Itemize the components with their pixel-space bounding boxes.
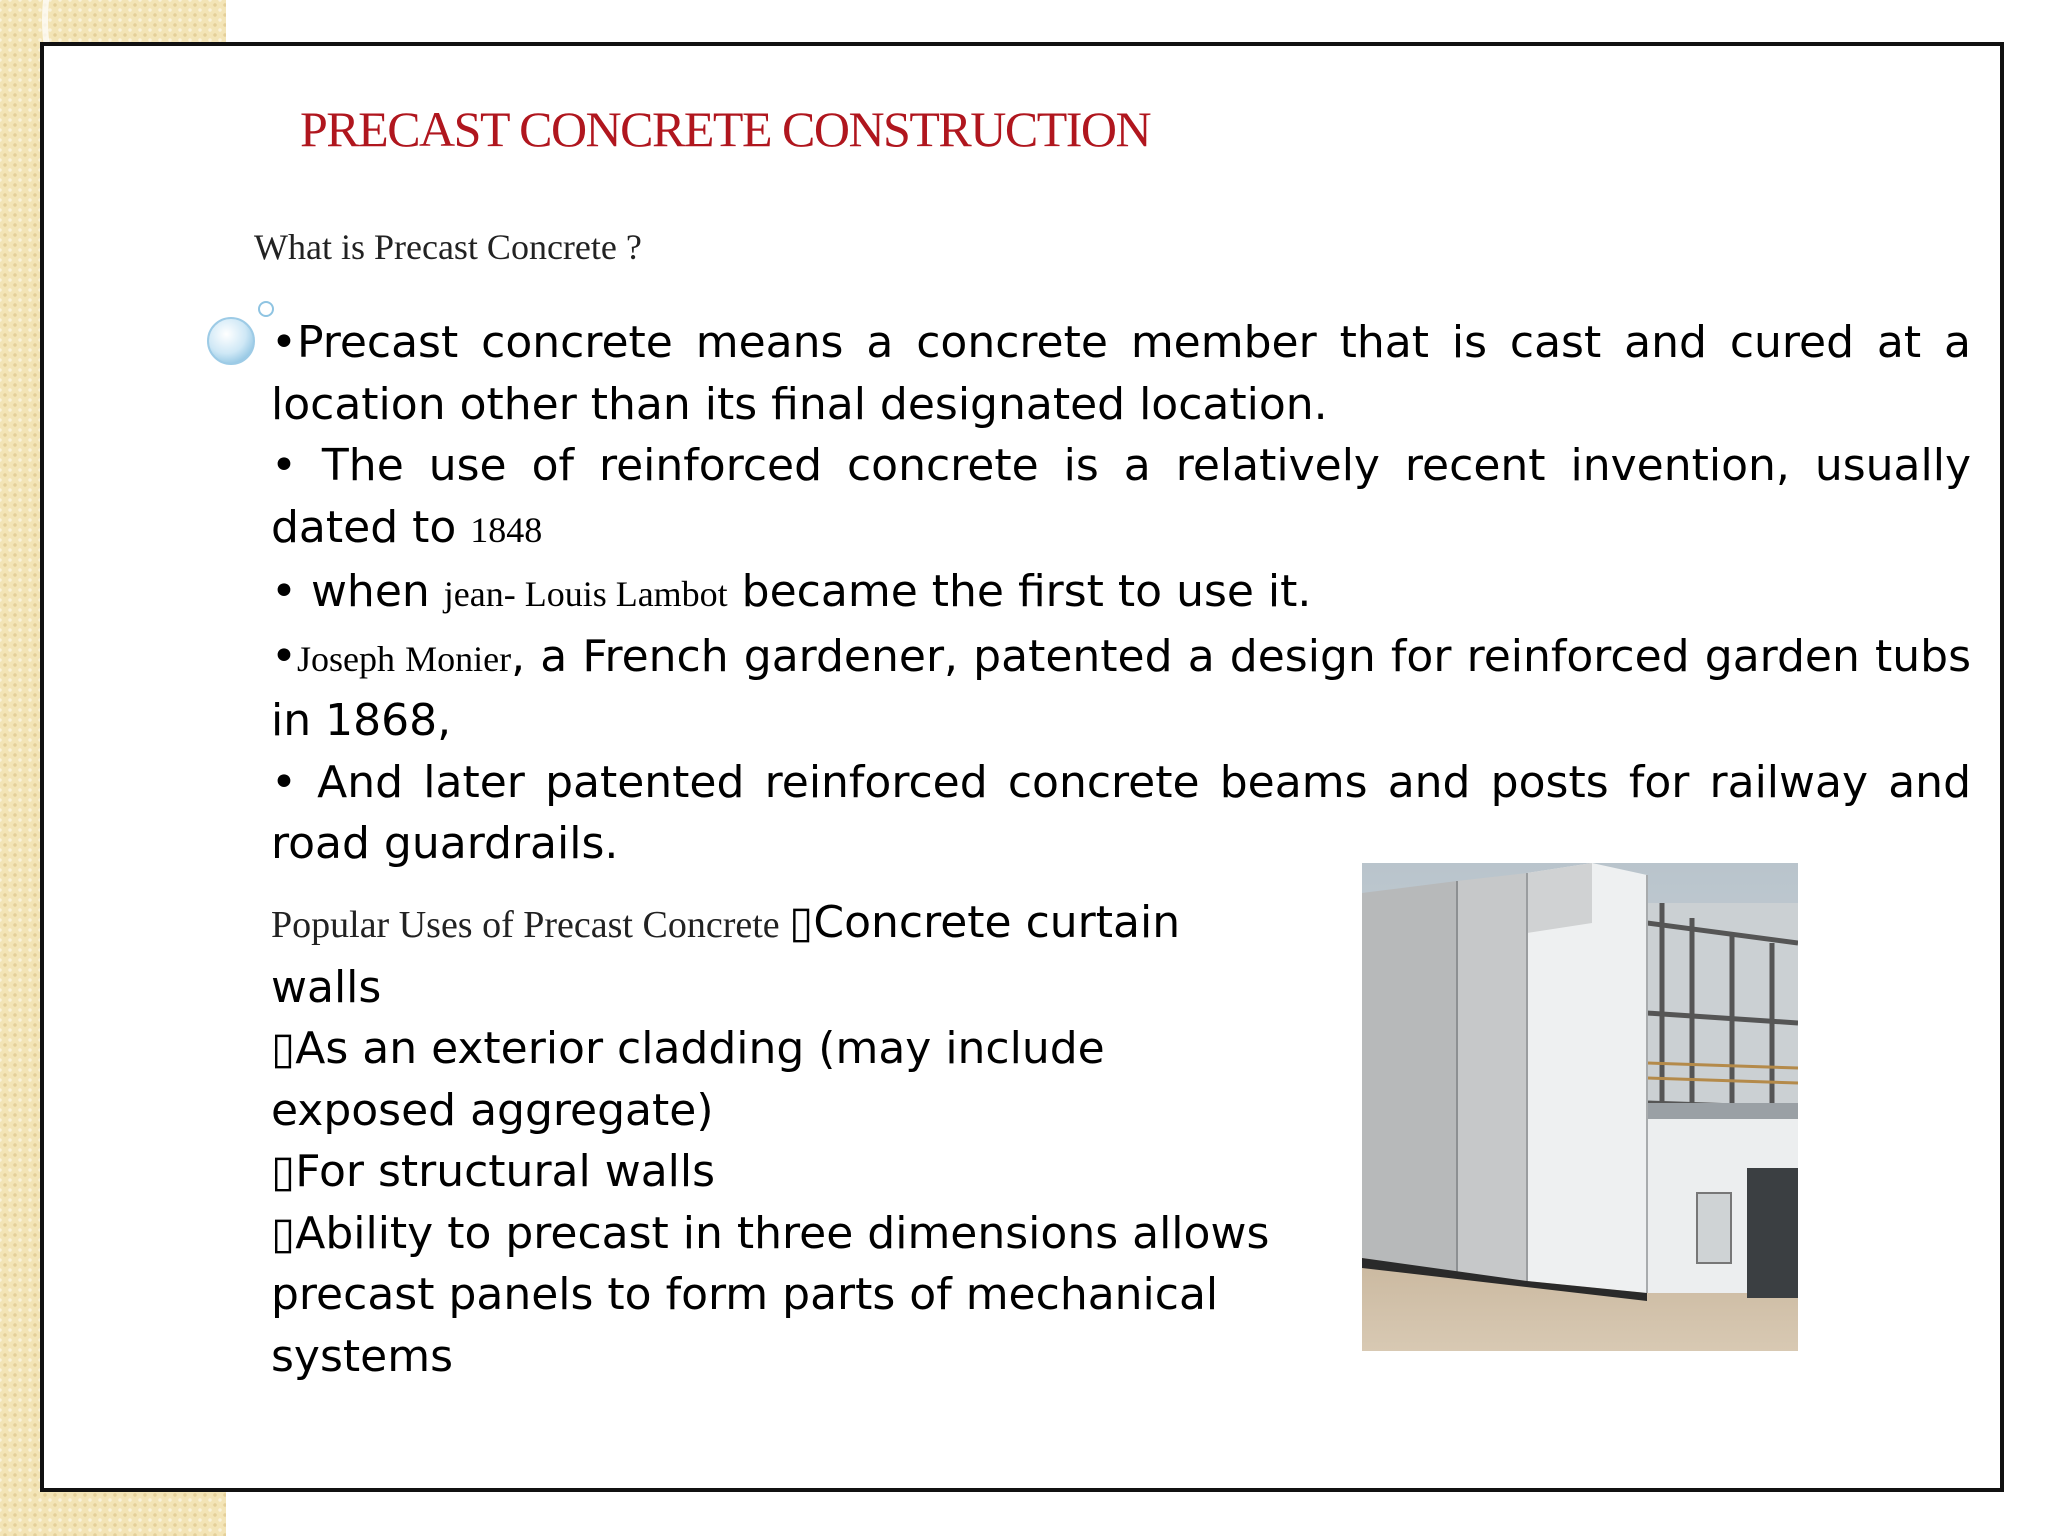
uses-item: ▯Ability to precast in three dimensions allows precast panels to form parts of mechanical systems	[271, 1207, 1270, 1382]
slide-title: PRECAST CONCRETE CONSTRUCTION	[300, 101, 1151, 157]
precast-building-photo	[1362, 863, 1798, 1351]
paragraph-1: •Precast concrete means a concrete member that is cast and cured at a location other than its final designated location.	[271, 317, 1971, 430]
bullet-box-icon: ▯	[789, 897, 814, 948]
slide-subtitle: What is Precast Concrete ?	[254, 227, 642, 267]
uses-first-line	[271, 892, 1271, 1018]
bubble-icon	[200, 290, 280, 390]
year-1848: 1848	[470, 509, 543, 550]
bullet-box-icon: ▯	[271, 1207, 296, 1259]
name-monier: Joseph Monier	[296, 638, 512, 679]
popular-uses-section	[271, 892, 1271, 1387]
paragraph-3: • when jean- Louis Lambot became the first to use it.	[271, 566, 1312, 617]
paragraph-2: • The use of reinforced concrete is a relatively recent invention, usually dated to 1848	[271, 440, 1971, 553]
uses-item: ▯As an exterior cladding (may include exposed aggregate)	[271, 1023, 1105, 1136]
bullet-box-icon: ▯	[271, 1146, 296, 1197]
uses-item: ▯For structural walls	[271, 1146, 716, 1197]
bullet-box-icon: ▯	[271, 1023, 296, 1074]
uses-item-curtain-walls: Concrete curtain walls	[271, 897, 1181, 1013]
paragraph-4: •Joseph Monier, a French gardener, patented a design for reinforced garden tubs in 1868,	[271, 630, 1972, 746]
paragraph-5: • And later patented reinforced concrete beams and posts for railway and road guardrails.	[271, 756, 1971, 869]
name-lambot: jean- Louis Lambot	[443, 574, 728, 614]
uses-heading: Popular Uses of Precast Concrete	[271, 904, 790, 946]
body-text	[271, 312, 1971, 875]
